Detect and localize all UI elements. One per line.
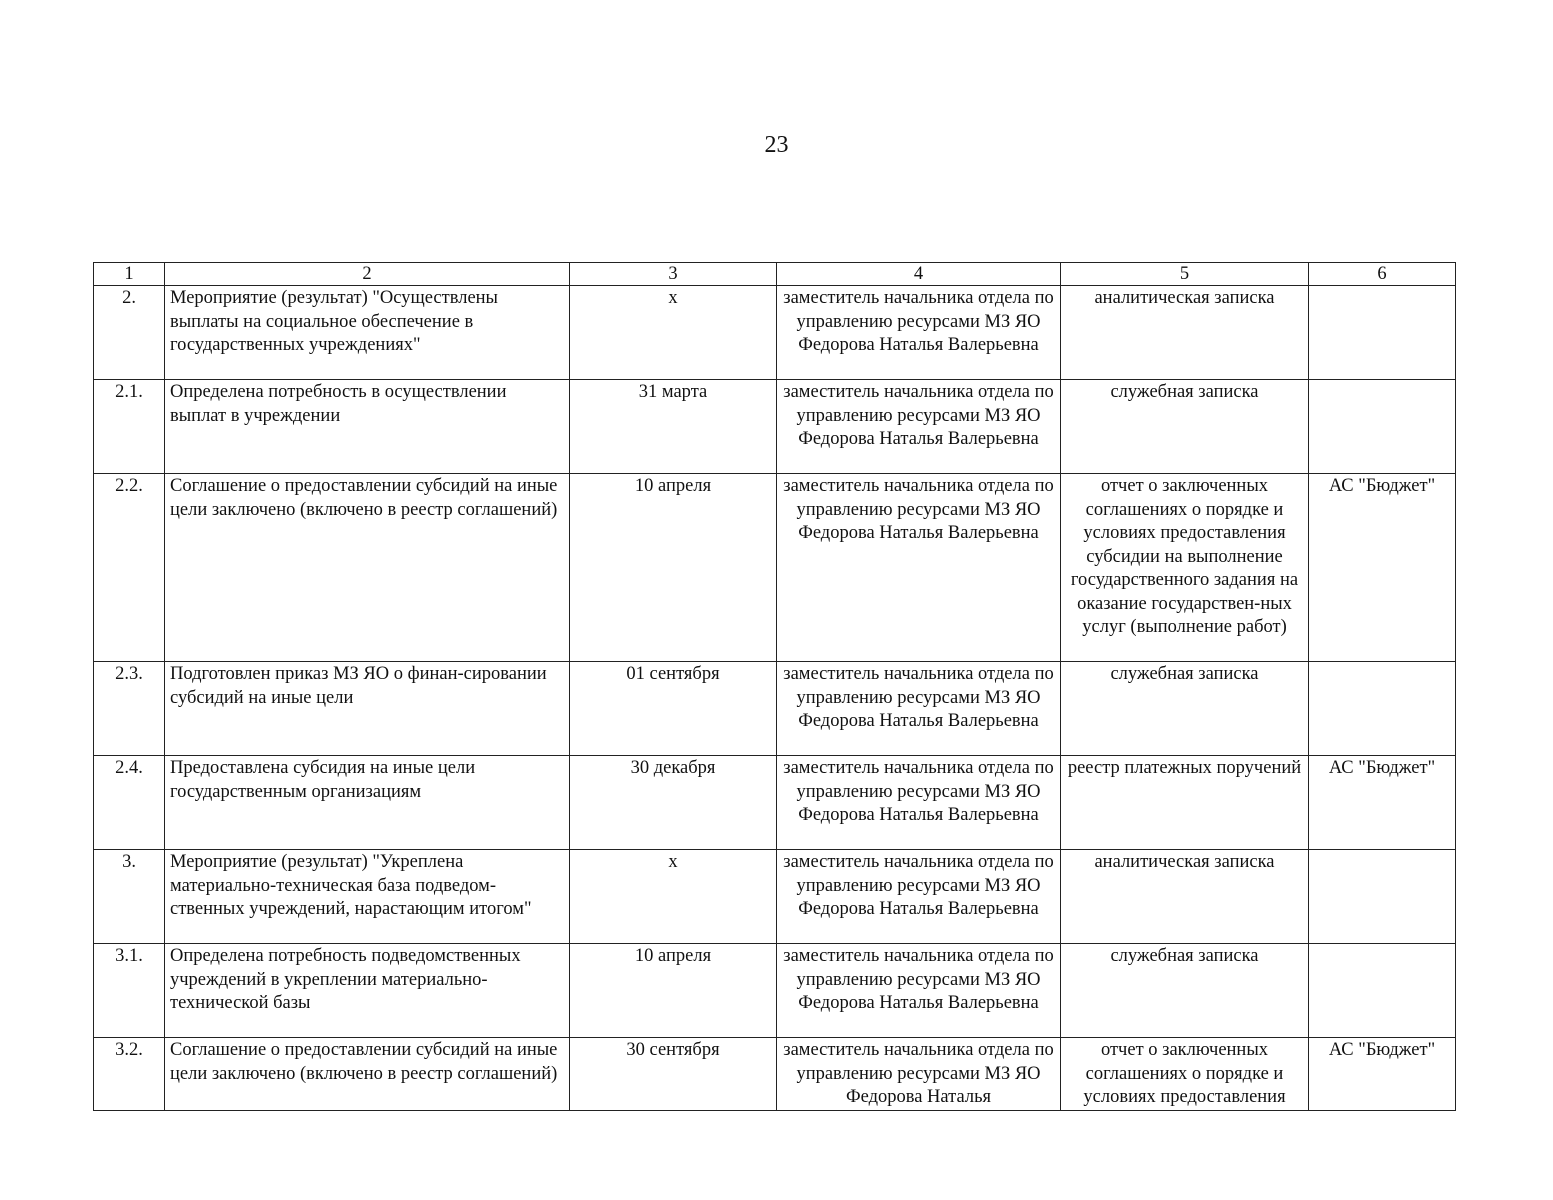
row-system xyxy=(1309,944,1456,1038)
row-deadline: x xyxy=(570,850,777,944)
column-header: 2 xyxy=(165,263,570,286)
row-event-name: Мероприятие (результат) "Осуществлены выплаты на социальное обеспечение в государственных учреждениях" xyxy=(165,286,570,380)
row-responsible: заместитель начальника отдела по управлению ресурсами МЗ ЯО Федорова Наталья Валерьевна xyxy=(777,474,1061,662)
row-document: служебная записка xyxy=(1061,380,1309,474)
row-responsible: заместитель начальника отдела по управлению ресурсами МЗ ЯО Федорова Наталья Валерьевна xyxy=(777,756,1061,850)
row-deadline: 31 марта xyxy=(570,380,777,474)
row-system xyxy=(1309,380,1456,474)
row-number: 2. xyxy=(94,286,165,380)
row-number: 2.2. xyxy=(94,474,165,662)
table-row xyxy=(94,850,1456,944)
row-deadline: 30 декабря xyxy=(570,756,777,850)
table-row xyxy=(94,662,1456,756)
column-header: 4 xyxy=(777,263,1061,286)
row-system xyxy=(1309,286,1456,380)
row-system: АС "Бюджет" xyxy=(1309,756,1456,850)
row-number: 3.2. xyxy=(94,1038,165,1111)
row-system xyxy=(1309,662,1456,756)
row-document: служебная записка xyxy=(1061,662,1309,756)
row-responsible: заместитель начальника отдела по управлению ресурсами МЗ ЯО Федорова Наталья Валерьевна xyxy=(777,944,1061,1038)
row-responsible: заместитель начальника отдела по управлению ресурсами МЗ ЯО Федорова Наталья Валерьевна xyxy=(777,850,1061,944)
column-header: 3 xyxy=(570,263,777,286)
column-header: 1 xyxy=(94,263,165,286)
table-row xyxy=(94,944,1456,1038)
column-header: 5 xyxy=(1061,263,1309,286)
row-number: 3.1. xyxy=(94,944,165,1038)
row-number: 3. xyxy=(94,850,165,944)
row-event-name: Мероприятие (результат) "Укреплена материально-техническая база подведом-ственных учреждений, нарастающим итогом" xyxy=(165,850,570,944)
row-responsible: заместитель начальника отдела по управлению ресурсами МЗ ЯО Федорова Наталья Валерьевна xyxy=(777,286,1061,380)
row-event-name: Предоставлена субсидия на иные цели государственным организациям xyxy=(165,756,570,850)
row-document: служебная записка xyxy=(1061,944,1309,1038)
row-number: 2.4. xyxy=(94,756,165,850)
row-document: отчет о заключенных соглашениях о порядке и условиях предоставления субсидии на выполнение государственного задания на оказание государствен-ных услуг (выполнение работ) xyxy=(1061,474,1309,662)
row-document: аналитическая записка xyxy=(1061,850,1309,944)
row-system: АС "Бюджет" xyxy=(1309,1038,1456,1111)
column-header: 6 xyxy=(1309,263,1456,286)
row-responsible: заместитель начальника отдела по управлению ресурсами МЗ ЯО Федорова Наталья Валерьевна xyxy=(777,380,1061,474)
table-row xyxy=(94,756,1456,850)
row-deadline: 30 сентября xyxy=(570,1038,777,1111)
row-document: аналитическая записка xyxy=(1061,286,1309,380)
row-event-name: Определена потребность подведомственных учреждений в укреплении материально-технической базы xyxy=(165,944,570,1038)
plan-table xyxy=(93,262,1456,1111)
table-header-row xyxy=(94,263,1456,286)
row-document: реестр платежных поручений xyxy=(1061,756,1309,850)
table-row xyxy=(94,286,1456,380)
row-responsible: заместитель начальника отдела по управлению ресурсами МЗ ЯО Федорова Наталья Валерьевна xyxy=(777,662,1061,756)
row-number: 2.1. xyxy=(94,380,165,474)
row-deadline: 10 апреля xyxy=(570,944,777,1038)
row-system: АС "Бюджет" xyxy=(1309,474,1456,662)
row-document: отчет о заключенных соглашениях о порядке и условиях предоставления xyxy=(1061,1038,1309,1111)
row-deadline: 10 апреля xyxy=(570,474,777,662)
row-system xyxy=(1309,850,1456,944)
table-row xyxy=(94,474,1456,662)
row-responsible: заместитель начальника отдела по управлению ресурсами МЗ ЯО Федорова Наталья xyxy=(777,1038,1061,1111)
row-event-name: Определена потребность в осуществлении выплат в учреждении xyxy=(165,380,570,474)
row-event-name: Подготовлен приказ МЗ ЯО о финан-сировании субсидий на иные цели xyxy=(165,662,570,756)
row-event-name: Соглашение о предоставлении субсидий на иные цели заключено (включено в реестр соглашений) xyxy=(165,1038,570,1111)
row-event-name: Соглашение о предоставлении субсидий на иные цели заключено (включено в реестр соглашений) xyxy=(165,474,570,662)
table-row xyxy=(94,1038,1456,1111)
page-number: 23 xyxy=(764,132,789,158)
row-number: 2.3. xyxy=(94,662,165,756)
table-row xyxy=(94,380,1456,474)
row-deadline: 01 сентября xyxy=(570,662,777,756)
row-deadline: x xyxy=(570,286,777,380)
